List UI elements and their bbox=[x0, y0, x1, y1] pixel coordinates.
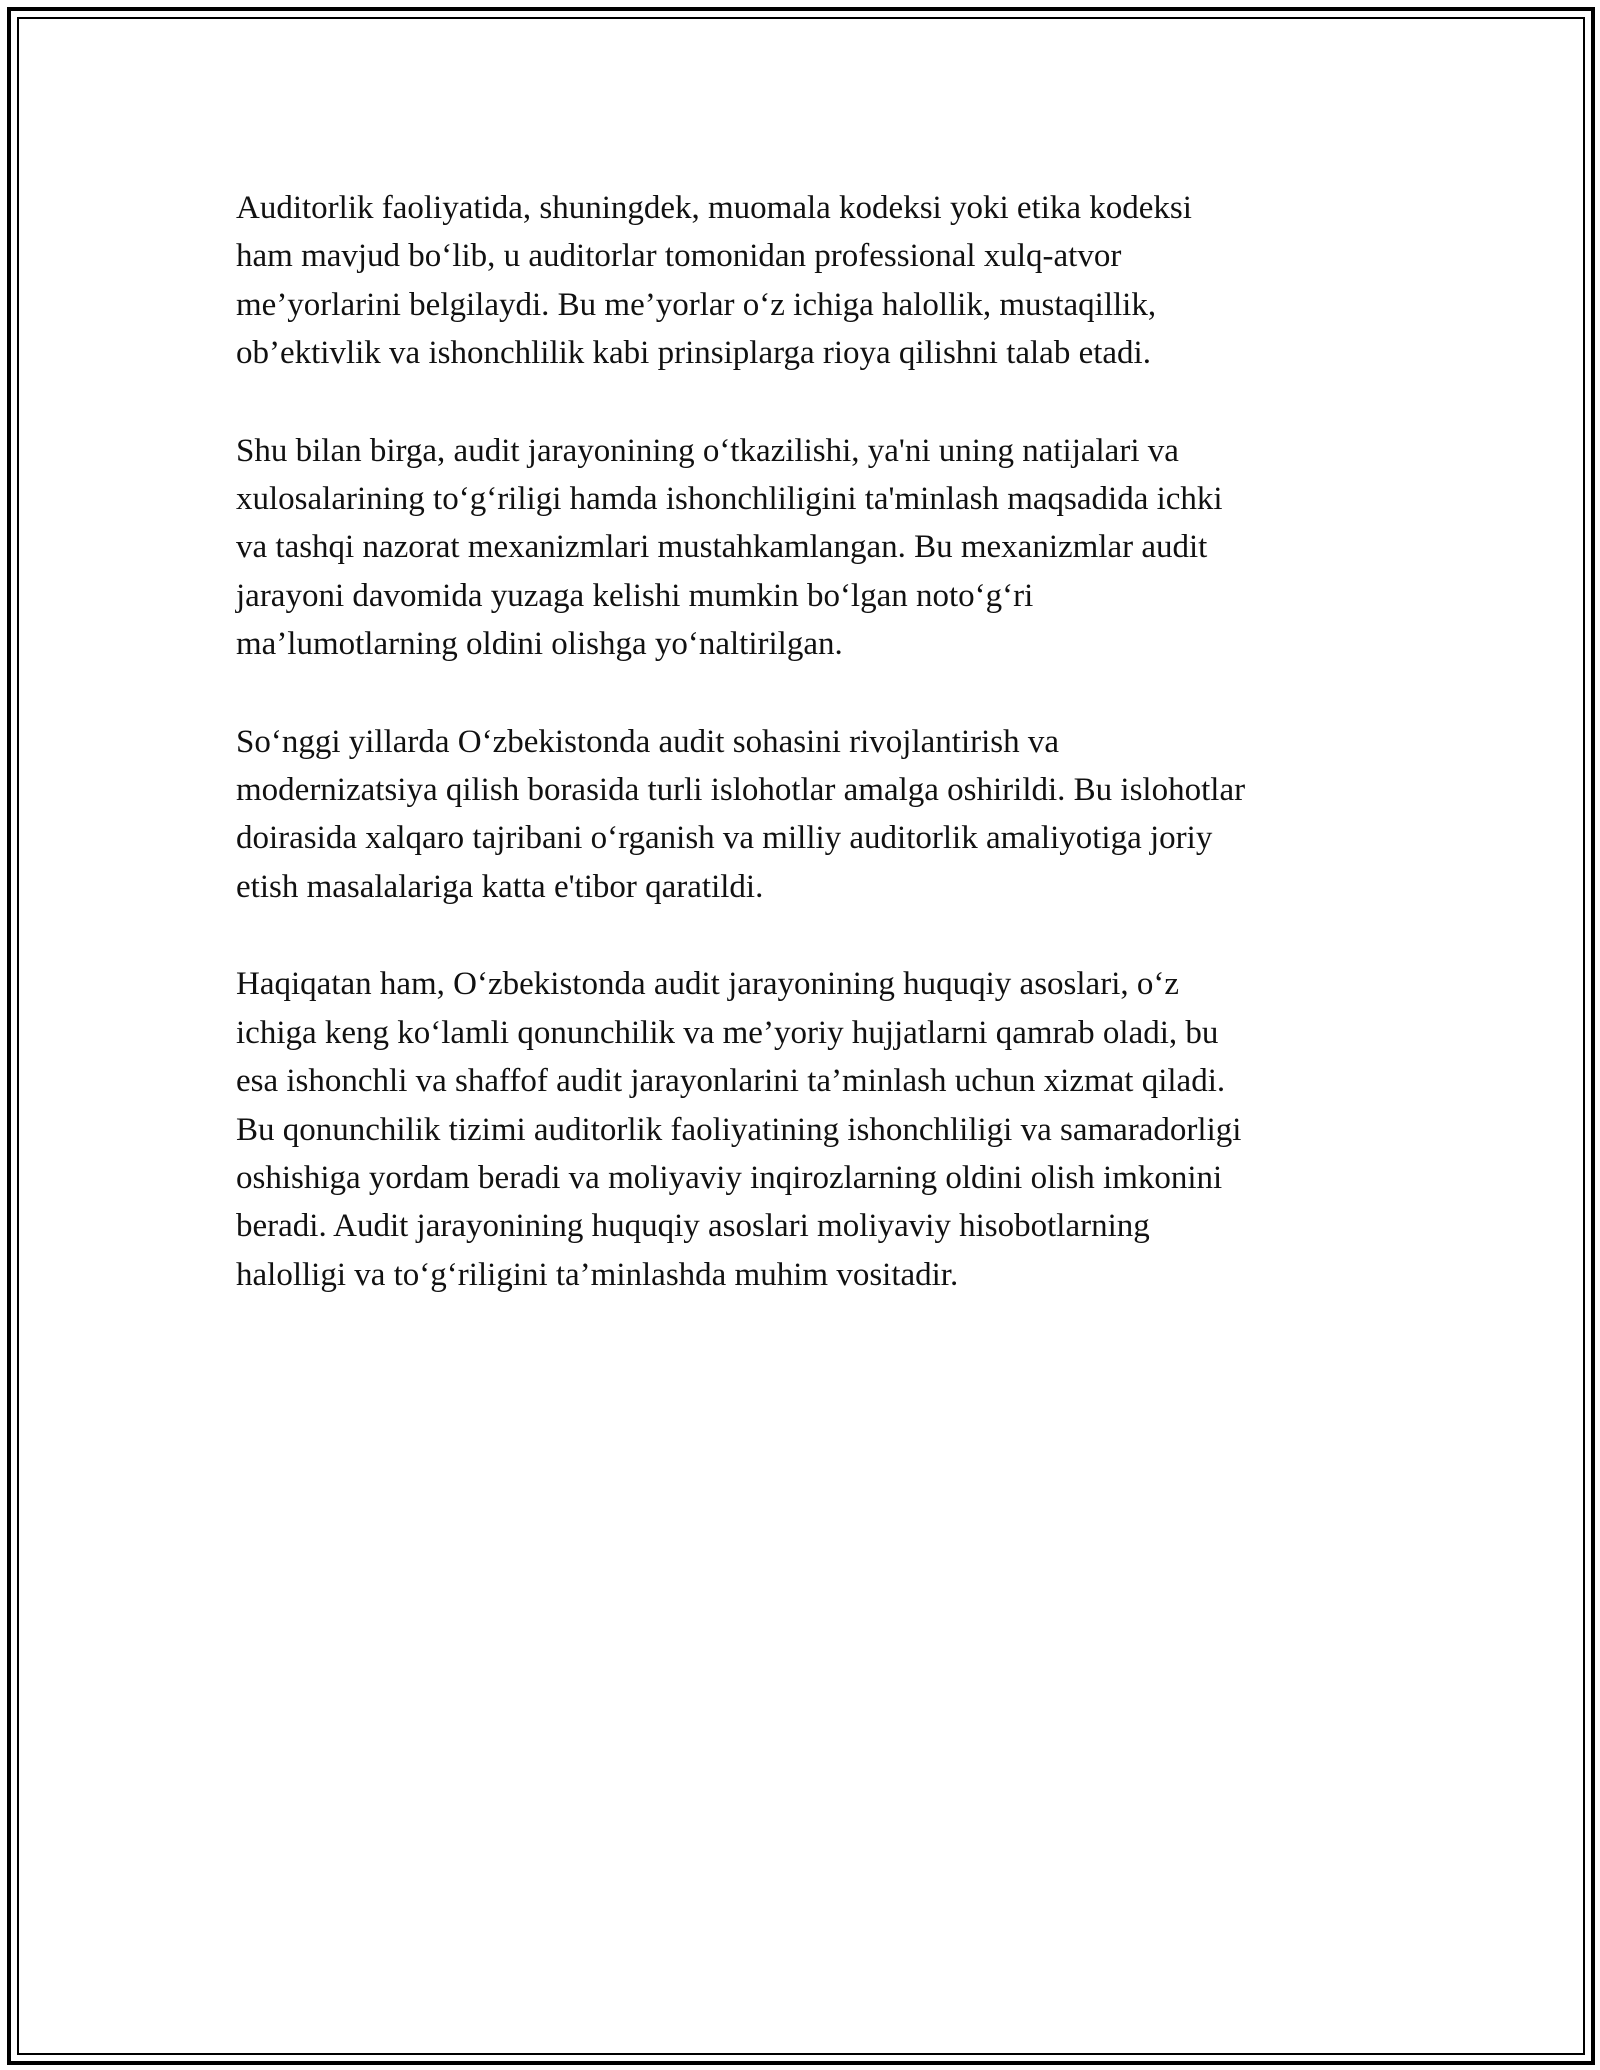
text-line: halolligi va toʻgʻriligini ta’minlashda muhim vositadir. bbox=[236, 1256, 959, 1293]
text-line: esa ishonchli va shaffof audit jarayonlarini ta’minlash uchun xizmat qiladi. bbox=[236, 1063, 1226, 1100]
text-line: va tashqi nazorat mexanizmlari mustahkamlangan. Bu mexanizmlar audit bbox=[236, 529, 1208, 566]
text-line: me’yorlarini belgilaydi. Bu me’yorlar oʻz ichiga halollik, mustaqillik, bbox=[236, 286, 1157, 323]
paragraph-legal-basis bbox=[236, 960, 1366, 1299]
paragraph-control-mechanisms bbox=[236, 427, 1366, 669]
text-line: xulosalarining toʻgʻriligi hamda ishonchliligini ta'minlash maqsadida ichki bbox=[236, 481, 1223, 518]
text-line: ichiga keng koʻlamli qonunchilik va me’yoriy hujjatlarni qamrab oladi, bu bbox=[236, 1014, 1219, 1051]
document-body bbox=[236, 184, 1366, 1348]
text-line: jarayoni davomida yuzaga kelishi mumkin boʻlgan notoʻgʻri bbox=[236, 577, 1034, 614]
text-line: ham mavjud boʻlib, u auditorlar tomonidan professional xulq-atvor bbox=[236, 238, 1122, 275]
text-line: Haqiqatan ham, Oʻzbekistonda audit jarayonining huquqiy asoslari, oʻz bbox=[236, 966, 1179, 1003]
text-line: beradi. Audit jarayonining huquqiy asoslari moliyaviy hisobotlarning bbox=[236, 1208, 1150, 1245]
text-line: Soʻnggi yillarda Oʻzbekistonda audit sohasini rivojlantirish va bbox=[236, 723, 1060, 760]
text-line: Shu bilan birga, audit jarayonining oʻtkazilishi, ya'ni uning natijalari va bbox=[236, 432, 1179, 469]
text-line: oshishiga yordam beradi va moliyaviy inqirozlarning oldini olish imkonini bbox=[236, 1159, 1223, 1196]
text-line: etish masalalariga katta e'tibor qaratildi. bbox=[236, 868, 764, 905]
text-line: doirasida xalqaro tajribani oʻrganish va milliy auditorlik amaliyotiga joriy bbox=[236, 820, 1213, 857]
text-line: modernizatsiya qilish borasida turli islohotlar amalga oshirildi. Bu islohotlar bbox=[236, 772, 1246, 809]
text-line: ob’ektivlik va ishonchlilik kabi prinsiplarga rioya qilishni talab etadi. bbox=[236, 335, 1151, 372]
text-line: ma’lumotlarning oldini olishga yoʻnaltirilgan. bbox=[236, 626, 843, 663]
paragraph-reforms bbox=[236, 718, 1366, 912]
text-line: Bu qonunchilik tizimi auditorlik faoliyatining ishonchliligi va samaradorligi bbox=[236, 1111, 1242, 1148]
paragraph-ethics-code bbox=[236, 184, 1366, 378]
text-line: Auditorlik faoliyatida, shuningdek, muomala kodeksi yoki etika kodeksi bbox=[236, 190, 1192, 226]
